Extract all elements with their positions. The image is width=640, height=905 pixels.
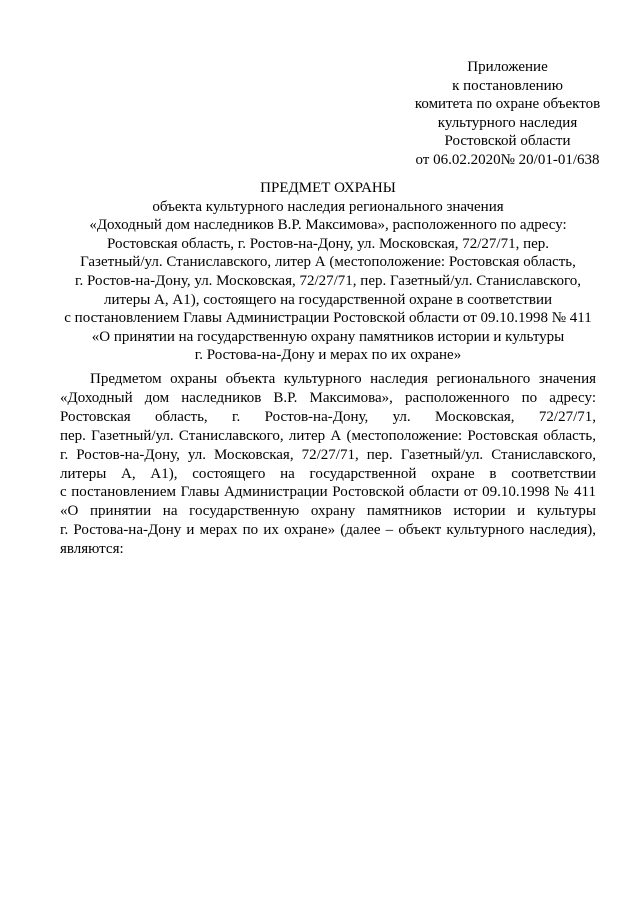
title-line: «Доходный дом наследников В.Р. Максимова», расположенного по адресу: [89,217,567,234]
title-line: Ростовская область, г. Ростов-на-Дону, ул. Московская, 72/27/71, пер. [106,235,550,252]
body-line: г. Ростов-на-Дону, ул. Московская, 72/27/71, пер. Газетный/ул. Станиславского, [60,446,596,463]
body-line: Ростовская область, г. Ростов-на-Дону, ул. Московская, 72/27/71, [60,408,596,425]
appendix-block [380,58,635,170]
title-line: объекта культурного наследия регионального значения [152,198,504,215]
appendix-line: культурного наследия [437,114,578,131]
body-line: пер. Газетный/ул. Станиславского, литер А (местоположение: Ростовская область, [60,427,596,444]
body-line: Предметом охраны объекта культурного наследия регионального значения [90,371,596,387]
body-line: литеры А, А1), состоящего на государственной охране в соответствии [60,465,596,482]
document-heading: ПРЕДМЕТ ОХРАНЫ [260,180,396,196]
body-line: с постановлением Главы Администрации Ростовской области от 09.10.1998 № 411 [60,484,596,501]
appendix-line: Приложение [467,59,548,75]
title-line: с постановлением Главы Администрации Ростовской области от 09.10.1998 № 411 [64,310,592,327]
body-line: г. Ростова-на-Дону и мерах по их охране» (далее – объект культурного наследия), [60,522,596,539]
title-line: литеры А, А1), состоящего на государственной охране в соответствии [103,291,552,308]
title-line: Газетный/ул. Станиславского, литер А (местоположение: Ростовская область, [80,254,576,271]
appendix-line: комитета по охране объектов [414,96,601,113]
body-line: «Доходный дом наследников В.Р. Максимова», расположенного по адресу: [60,389,596,406]
appendix-line: к постановлению [452,77,563,94]
appendix-line: от 06.02.2020№ 20/01-01/638 [415,151,600,168]
body-paragraph [60,370,596,559]
appendix-line: Ростовской области [444,133,571,150]
title-line: г. Ростов-на-Дону, ул. Московская, 72/27/71, пер. Газетный/ул. Станиславского, [75,272,581,289]
title-block [40,179,616,365]
body-line: являются: [60,541,124,558]
title-line: г. Ростова-на-Дону и мерах по их охране» [194,347,462,364]
title-line: «О принятии на государственную охрану памятников истории и культуры [91,328,565,345]
body-line: «О принятии на государственную охрану памятников истории и культуры [60,503,596,520]
